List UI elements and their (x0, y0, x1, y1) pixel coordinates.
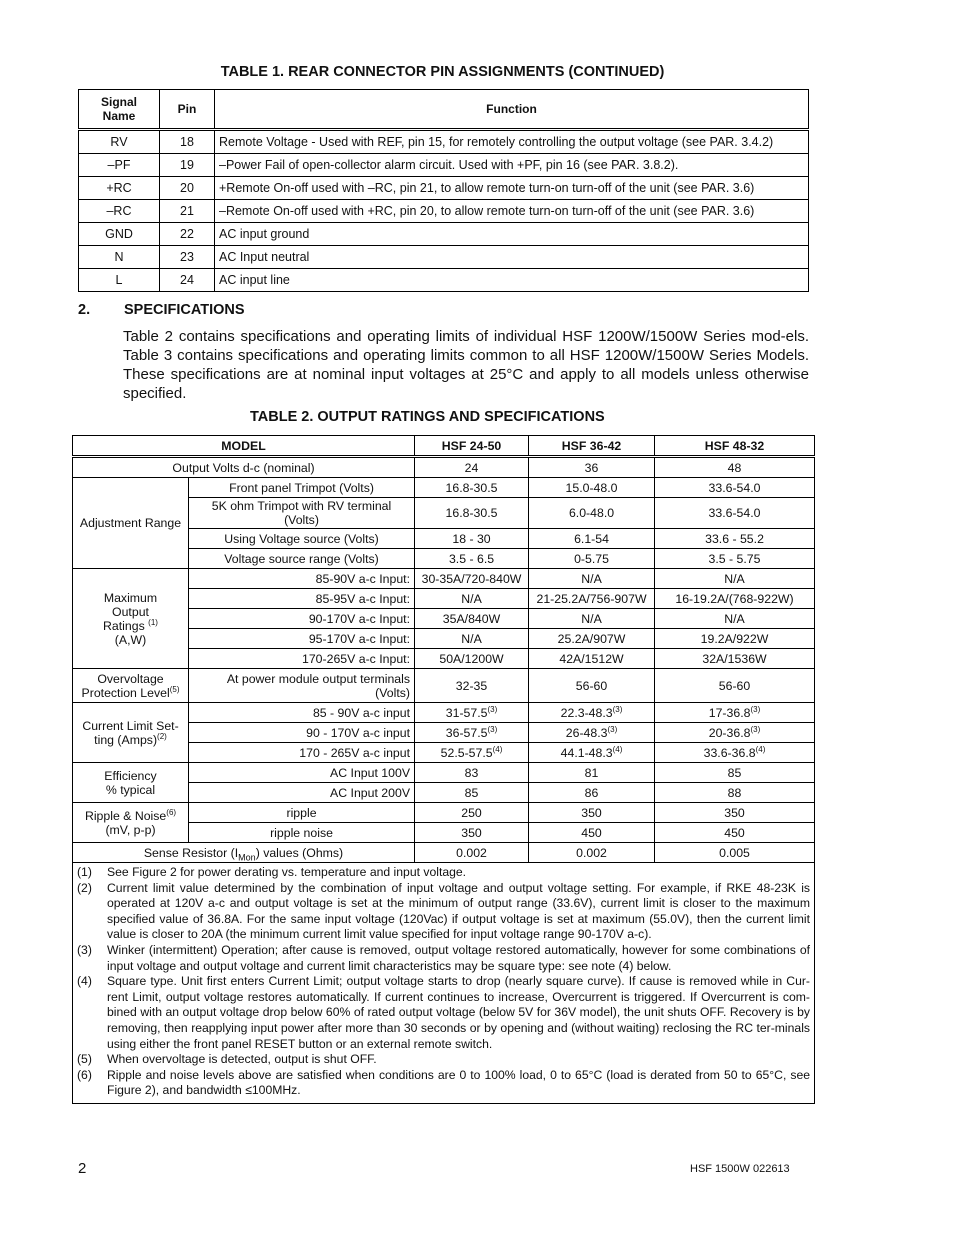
value-cell: 56-60 (655, 669, 815, 703)
value-cell: 3.5 - 6.5 (415, 549, 529, 569)
value-cell: 6.1-54 (529, 529, 655, 549)
function-header: Function (215, 90, 809, 130)
table-notes (73, 863, 815, 1104)
row-label: 170-265V a-c Input: (189, 649, 415, 669)
model-header: MODEL (73, 436, 415, 457)
pin-cell: 23 (160, 246, 215, 269)
signal-cell: +RC (79, 177, 160, 200)
value-cell: 33.6-54.0 (655, 498, 815, 529)
section-title: SPECIFICATIONS (124, 302, 245, 318)
table-row (73, 803, 815, 823)
value-cell: 50A/1200W (415, 649, 529, 669)
value-cell: 30-35A/720-840W (415, 569, 529, 589)
sense-resistor-label: Sense Resistor $(I_{Mon})$ values (Ohms) (73, 843, 415, 863)
value-cell: 44.1-48.3$^{(4)}$ (529, 743, 655, 763)
value-cell: 450 (529, 823, 655, 843)
signal-name-header: Signal Name (79, 90, 160, 130)
table-row (73, 703, 815, 723)
value-cell: 0.002 (529, 843, 655, 863)
signal-cell: –RC (79, 200, 160, 223)
model-header-3: HSF 48-32 (655, 436, 815, 457)
value-cell: 15.0-48.0 (529, 478, 655, 498)
value-cell: 33.6-36.8$^{(4)}$ (655, 743, 815, 763)
value-cell: N/A (415, 589, 529, 609)
max-output-label: Maximum Output Ratings $^{(1)}$ (A,W) (73, 569, 189, 669)
adjustment-range-label: Adjustment Range (73, 478, 189, 569)
value-cell: 0.005 (655, 843, 815, 863)
value-cell: N/A (655, 569, 815, 589)
table-row (79, 246, 809, 269)
value-cell: 350 (529, 803, 655, 823)
row-label: Using Voltage source (Volts) (189, 529, 415, 549)
pin-cell: 24 (160, 269, 215, 292)
row-label: ripple (189, 803, 415, 823)
value-cell: 86 (529, 783, 655, 803)
note-item: (6) Ripple and noise levels above are satisfied when conditions are 0 to 100% load, 0 to 65°C (load is derated from 50 to 65°C, see Figure 2), and bandwidth ≤100MHz. (77, 1067, 810, 1098)
value-cell: 0.002 (415, 843, 529, 863)
function-cell: –Remote On-off used with +RC, pin 20, to allow remote turn-on turn-off of the unit (see PAR. 3.6) (215, 200, 809, 223)
value-cell: 22.3-48.3$^{(3)}$ (529, 703, 655, 723)
value-cell: 3.5 - 5.75 (655, 549, 815, 569)
value-cell: 450 (655, 823, 815, 843)
section-number: 2. (78, 302, 91, 318)
table-header-row (79, 90, 809, 130)
page-number: 2 (78, 1160, 87, 1177)
table-row (79, 269, 809, 292)
value-cell: 17-36.8$^{(3)}$ (655, 703, 815, 723)
value-cell: 85 (415, 783, 529, 803)
row-label: At power module output terminals (Volts) (189, 669, 415, 703)
efficiency-label: Efficiency % typical (73, 763, 189, 803)
table-row (73, 669, 815, 703)
row-label: AC Input 100V (189, 763, 415, 783)
value-cell: 350 (655, 803, 815, 823)
row-label: 90-170V a-c Input: (189, 609, 415, 629)
value-cell: 19.2A/922W (655, 629, 815, 649)
overvoltage-label: Overvoltage Protection Level$^{(5)}$ (73, 669, 189, 703)
row-label: 85-90V a-c Input: (189, 569, 415, 589)
value-cell: 31-57.5$^{(3)}$ (415, 703, 529, 723)
table2-title: TABLE 2. OUTPUT RATINGS AND SPECIFICATIONS (250, 409, 605, 425)
note-item: (1) See Figure 2 for power derating vs. temperature and input voltage. (77, 865, 467, 879)
row-label: AC Input 200V (189, 783, 415, 803)
table-row (79, 130, 809, 154)
value-cell: 250 (415, 803, 529, 823)
function-cell: AC Input neutral (215, 246, 809, 269)
signal-cell: L (79, 269, 160, 292)
function-cell: AC input ground (215, 223, 809, 246)
function-cell: +Remote On-off used with –RC, pin 21, to allow remote turn-on turn-off of the unit (see PAR. 3.6) (215, 177, 809, 200)
value-cell: 26-48.3$^{(3)}$ (529, 723, 655, 743)
note-item: (3) Winker (intermittent) Operation; after cause is removed, output voltage restored automatically, however for some combinations of input voltage and output voltage and current limit characteristics may be square type: see note (4) below. (77, 942, 810, 973)
value-cell: 32A/1536W (655, 649, 815, 669)
row-label: 95-170V a-c Input: (189, 629, 415, 649)
value-cell: 56-60 (529, 669, 655, 703)
pin-cell: 18 (160, 130, 215, 154)
table-row (79, 154, 809, 177)
value-cell: 33.6 - 55.2 (655, 529, 815, 549)
ripple-noise-label: Ripple & Noise$^{(6)}$ (mV, p-p) (73, 803, 189, 843)
value-cell: 16.8-30.5 (415, 478, 529, 498)
table-row (79, 200, 809, 223)
value-cell: 21-25.2A/756-907W (529, 589, 655, 609)
table-row (79, 177, 809, 200)
table-row (73, 569, 815, 589)
pin-assignment-table (78, 89, 809, 292)
function-cell: –Power Fail of open-collector alarm circuit. Used with +PF, pin 16 (see PAR. 3.8.2). (215, 154, 809, 177)
value-cell: 36-57.5$^{(3)}$ (415, 723, 529, 743)
note-item: (5) When overvoltage is detected, output is shut OFF. (77, 1052, 377, 1067)
table-row (79, 223, 809, 246)
value-cell: N/A (529, 569, 655, 589)
value-cell: 6.0-48.0 (529, 498, 655, 529)
output-ratings-table (72, 435, 815, 1104)
model-header-1: HSF 24-50 (415, 436, 529, 457)
value-cell: N/A (655, 609, 815, 629)
row-label: 90 - 170V a-c input (189, 723, 415, 743)
table-row (73, 763, 815, 783)
row-label: 85 - 90V a-c input (189, 703, 415, 723)
function-cell: Remote Voltage - Used with REF, pin 15, for remotely controlling the output voltage (see PAR. 3.4.2) (215, 130, 809, 154)
row-label: Voltage source range (Volts) (189, 549, 415, 569)
value-cell: 83 (415, 763, 529, 783)
pin-header: Pin (160, 90, 215, 130)
row-label: 85-95V a-c Input: (189, 589, 415, 609)
value-cell: 20-36.8$^{(3)}$ (655, 723, 815, 743)
pin-cell: 19 (160, 154, 215, 177)
signal-cell: –PF (79, 154, 160, 177)
document-id: HSF 1500W 022613 (690, 1163, 790, 1175)
value-cell: 35A/840W (415, 609, 529, 629)
model-header-2: HSF 36-42 (529, 436, 655, 457)
current-limit-label: Current Limit Set- ting (Amps)$^{(2)}$ (73, 703, 189, 763)
value-cell: 88 (655, 783, 815, 803)
pin-cell: 21 (160, 200, 215, 223)
value-cell: 25.2A/907W (529, 629, 655, 649)
signal-cell: RV (79, 130, 160, 154)
signal-cell: GND (79, 223, 160, 246)
pin-cell: 22 (160, 223, 215, 246)
value-cell: 85 (655, 763, 815, 783)
value-cell: 16-19.2A/(768-922W) (655, 589, 815, 609)
value-cell: 16.8-30.5 (415, 498, 529, 529)
value-cell: 36 (529, 457, 655, 478)
table1-title: TABLE 1. REAR CONNECTOR PIN ASSIGNMENTS (CONTINUED) (220, 64, 665, 80)
table-row (73, 843, 815, 863)
table-header-row (73, 436, 815, 457)
value-cell: 0-5.75 (529, 549, 655, 569)
value-cell: 48 (655, 457, 815, 478)
value-cell: N/A (529, 609, 655, 629)
note-item: (4) Square type. Unit first enters Current Limit; output voltage starts to drop (nearly square curve). If cause is removed while in Cur-rent Limit, output voltage restores automatically. If current continues to increase, Overcurrent is triggered. If Overcurrent is com-bined with an output voltage drop below 60% of rated output voltage (below 5V for 36V model), the unit shuts OFF. Recovery is by removing, then reapplying input power after more than 30 seconds or by opening and (without waiting) reclosing the RC ter-minals using either the front panel RESET button or an external remote switch. (77, 974, 810, 1051)
table-row (73, 457, 815, 478)
value-cell: 24 (415, 457, 529, 478)
value-cell: 81 (529, 763, 655, 783)
value-cell: 42A/1512W (529, 649, 655, 669)
specifications-paragraph: Table 2 contains specifications and operating limits of individual HSF 1200W/1500W Series mod-els. Table 3 contains specifications and operating limits common to all HSF 1200W/1500W Series Models. These specifications are at nominal input voltages at 25°C and apply to all models unless otherwise specified. (123, 328, 809, 402)
value-cell: 33.6-54.0 (655, 478, 815, 498)
notes-row (73, 863, 815, 1104)
row-label: Front panel Trimpot (Volts) (189, 478, 415, 498)
output-volts-label: Output Volts d-c (nominal) (73, 457, 415, 478)
row-label: 5K ohm Trimpot with RV terminal (Volts) (189, 498, 415, 529)
value-cell: 18 - 30 (415, 529, 529, 549)
note-item: (2) Current limit value determined by the combination of input voltage and output voltage setting. For example, if RKE 48-23K is operated at 120V a-c and output voltage is set at the minimum of output range (33.6V), current limit is closer to the maximum specified value of 36.8A. For the same input voltage (120Vac) if output voltage is set at maximum (55.0V), then the current limit value is closer to 20A (the minimum current limit value specified for input voltage range 90-170V a-c). (77, 880, 810, 942)
function-cell: AC input line (215, 269, 809, 292)
value-cell: N/A (415, 629, 529, 649)
table-row (73, 478, 815, 498)
row-label: ripple noise (189, 823, 415, 843)
pin-cell: 20 (160, 177, 215, 200)
row-label: 170 - 265V a-c input (189, 743, 415, 763)
signal-cell: N (79, 246, 160, 269)
value-cell: 32-35 (415, 669, 529, 703)
value-cell: 52.5-57.5$^{(4)}$ (415, 743, 529, 763)
value-cell: 350 (415, 823, 529, 843)
section-heading (78, 302, 245, 318)
